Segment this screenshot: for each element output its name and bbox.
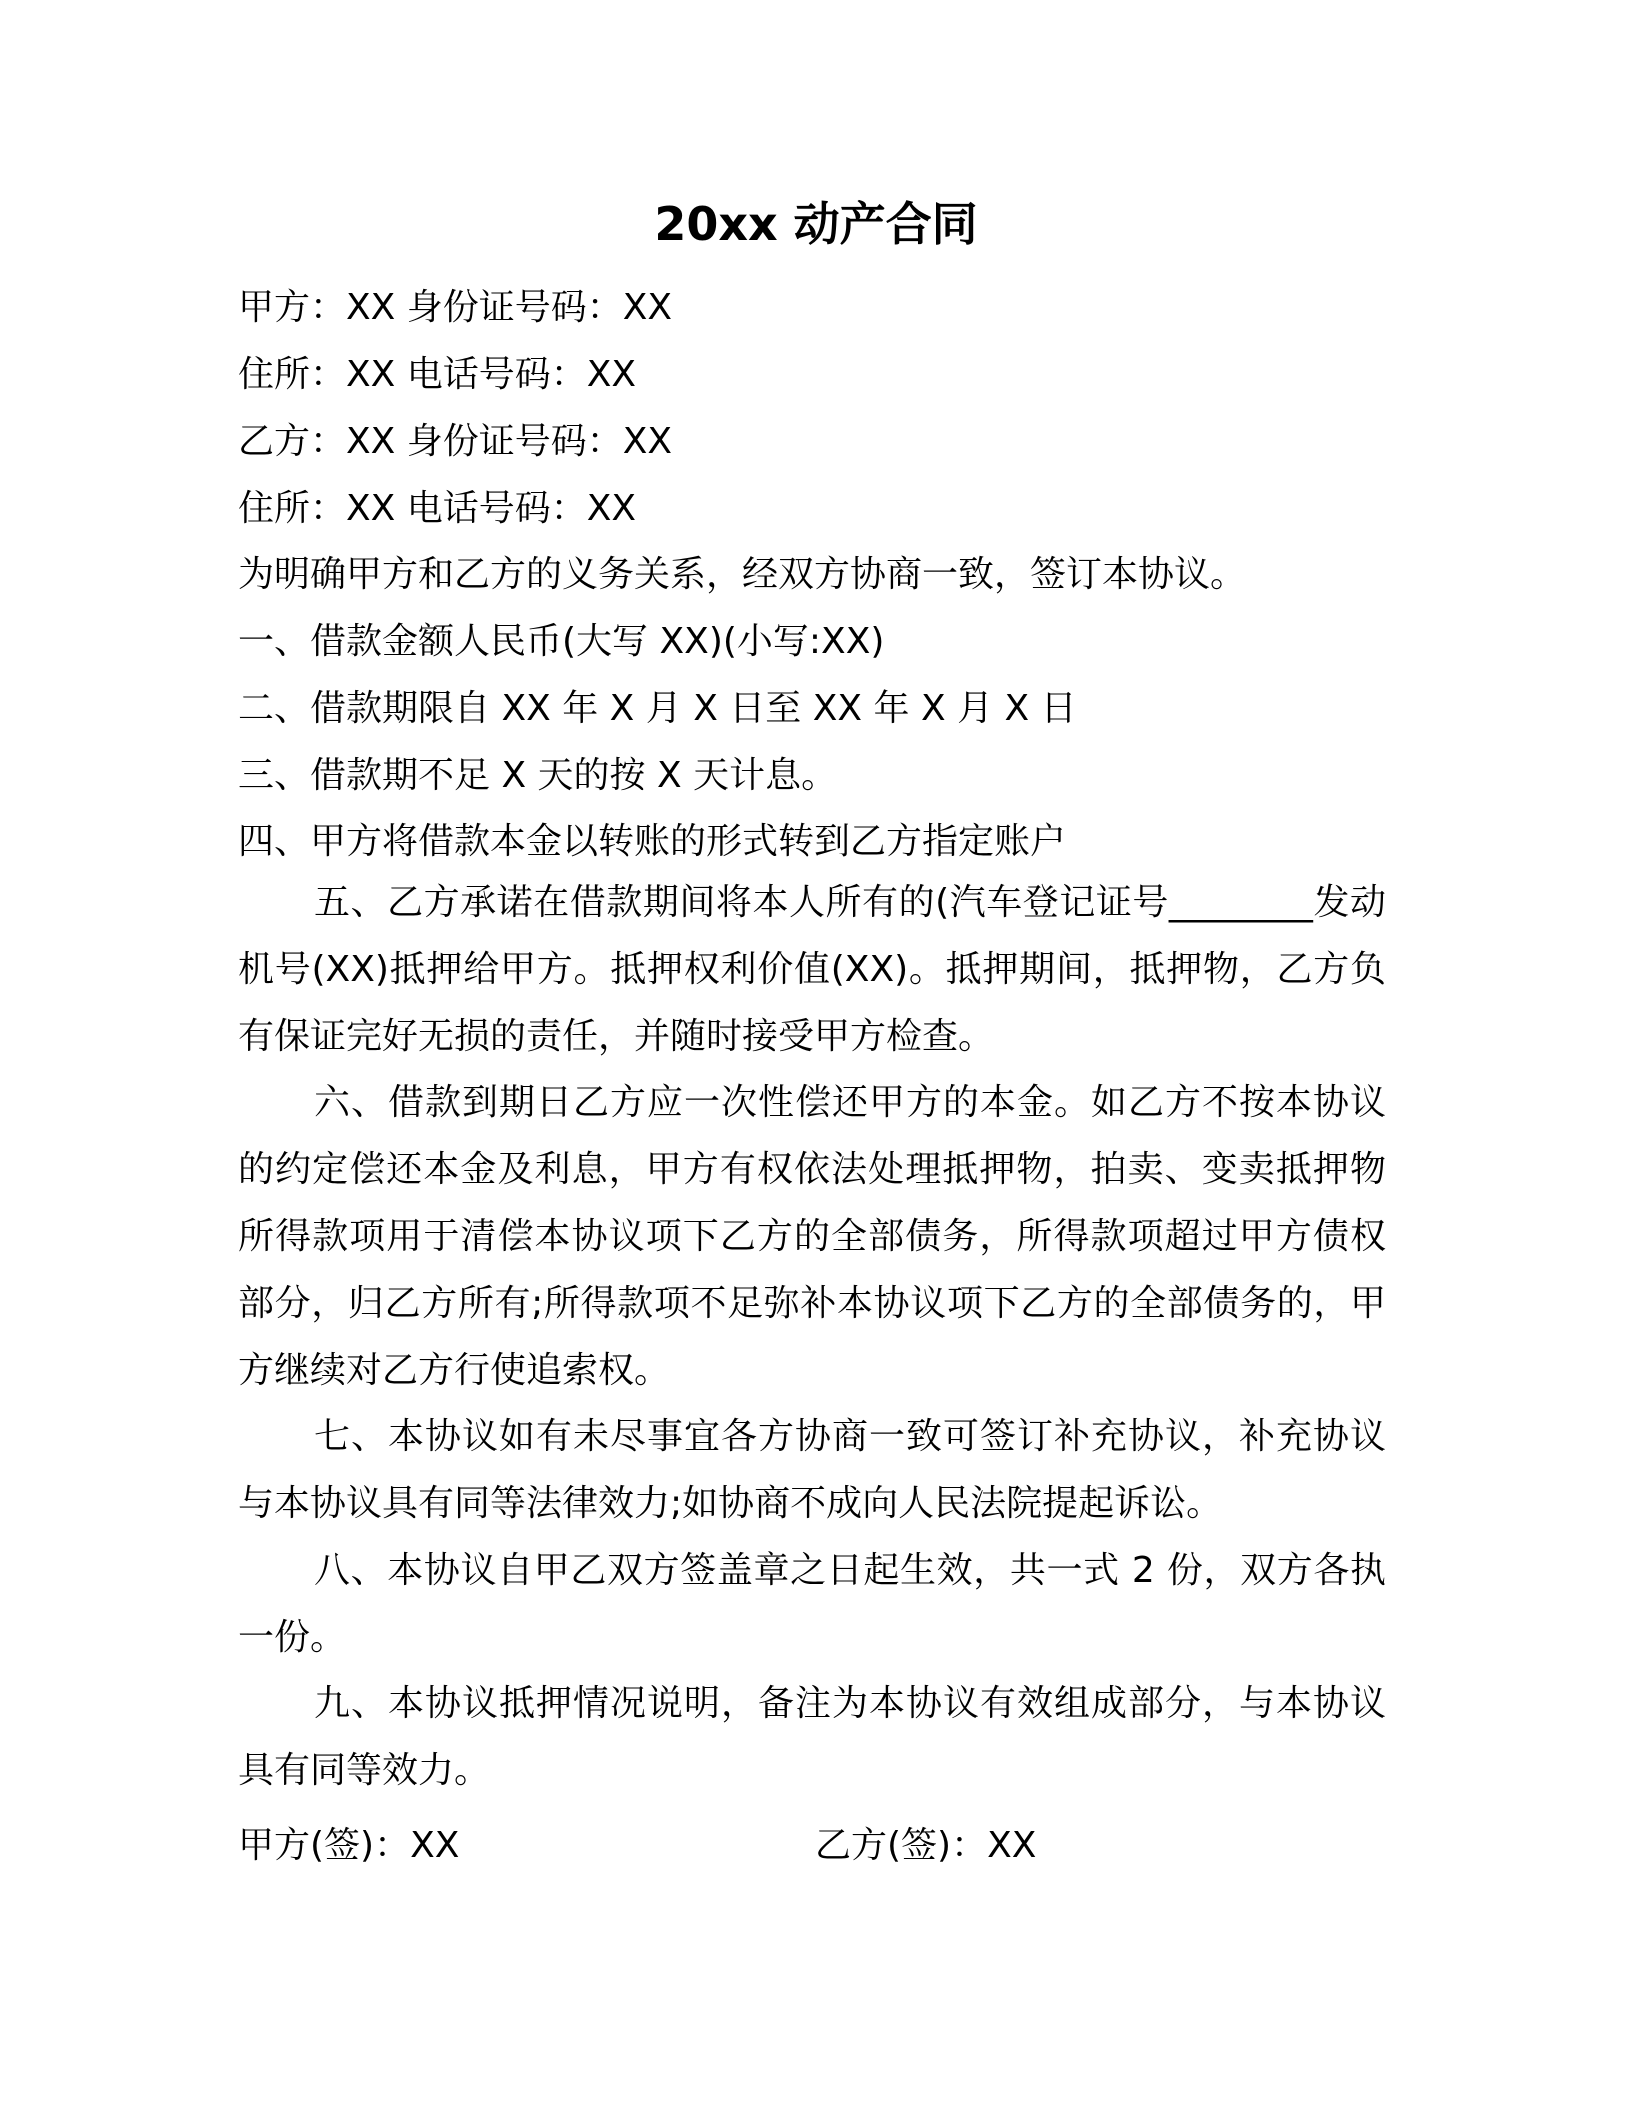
document-title: 20xx 动产合同 [654,197,978,251]
party-a-signature: 甲方(签)：XX [238,1825,460,1866]
clause-4: 四、甲方将借款本金以转账的形式转到乙方指定账户 [238,821,1067,862]
intro-paragraph: 为明确甲方和乙方的义务关系，经双方协商一致，签订本协议。 [238,554,1247,595]
party-b-id-line: 乙方：XX 身份证号码：XX [238,421,673,462]
clause-6: 六、借款到期日乙方应一次性偿还甲方的本金。如乙方不按本协议的约定偿还本金及利息，甲方有权依法处理抵押物，拍卖、变卖抵押物所得款项用于清偿本协议项下乙方的全部债务，所得款项超过甲方债权部分，归乙方所有;所得款项不足弥补本协议项下乙方的全部债务的，甲方继续对乙方行使追索权。 [238,1082,1386,1391]
clause-7: 七、本协议如有未尽事宜各方协商一致可签订补充协议，补充协议与本协议具有同等法律效力;如协商不成向人民法院提起诉讼。 [238,1416,1386,1524]
clause-1: 一、借款金额人民币(大写 XX)(小写:XX) [238,621,885,662]
clause-5: 五、乙方承诺在借款期间将本人所有的(汽车登记证号________发动机号(XX)抵押给甲方。抵押权利价值(XX)。抵押期间，抵押物，乙方负有保证完好无损的责任，并随时接受甲方检查。 [238,882,1386,1057]
clause-3: 三、借款期不足 X 天的按 X 天计息。 [238,755,838,796]
clause-2: 二、借款期限自 XX 年 X 月 X 日至 XX 年 X 月 X 日 [238,688,1077,729]
party-b-address-line: 住所：XX 电话号码：XX [238,488,637,529]
clause-8: 八、本协议自甲乙双方签盖章之日起生效，共一式 2 份，双方各执一份。 [238,1550,1386,1658]
party-a-address-line: 住所：XX 电话号码：XX [238,354,637,395]
party-a-id-line: 甲方：XX 身份证号码：XX [238,287,673,328]
clause-9: 九、本协议抵押情况说明，备注为本协议有效组成部分，与本协议具有同等效力。 [238,1683,1386,1791]
party-b-signature: 乙方(签)：XX [815,1825,1037,1866]
